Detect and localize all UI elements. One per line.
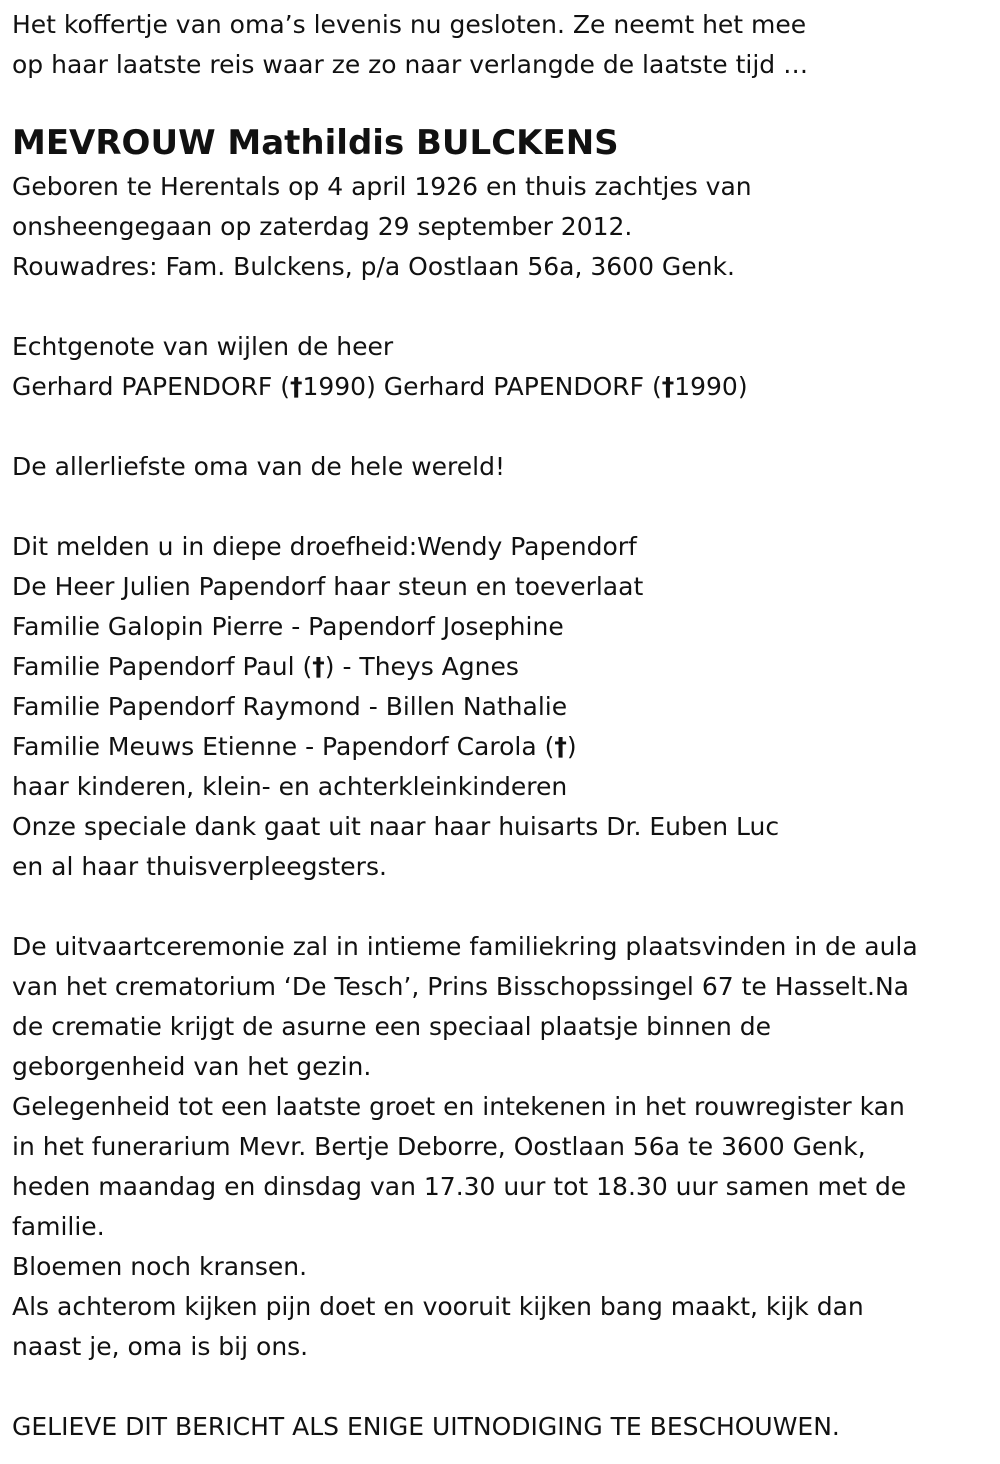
family-line-8: Onze speciale dank gaat uit naar haar huisarts Dr. Euben Luc [12,812,780,841]
family-line-6 [12,727,988,767]
birth-line-1: Geboren te Herentals op 4 april 1926 en thuis zachtjes van [12,172,752,201]
family-line-7: haar kinderen, klein- en achterkleinkinderen [12,772,568,801]
ceremony-line-10: Als achterom kijken pijn doet en vooruit kijken bang maakt, kijk dan [12,1292,864,1321]
birth-line-2: onsheengegaan op zaterdag 29 september 2012. [12,212,633,241]
ceremony-line-9: Bloemen noch kransen. [12,1252,308,1281]
ceremony-line-7: heden maandag en dinsdag van 17.30 uur tot 18.30 uur samen met de [12,1172,907,1201]
spouse-text-a: Gerhard PAPENDORF ( [12,372,290,401]
ceremony-line-8: familie. [12,1212,105,1241]
ceremony-line-6: in het funerarium Mevr. Bertje Deborre, Oostlaan 56a te 3600 Genk, [12,1132,866,1161]
spacer [12,85,988,119]
ceremony-line-2: van het crematorium ‘De Tesch’, Prins Bisschopssingel 67 te Hasselt.Na [12,972,909,1001]
family-text-b: ) - Theys Agnes [324,652,519,681]
spouse-text-b: 1990) Gerhard PAPENDORF ( [302,372,662,401]
family-text-a: Familie Meuws Etienne - Papendorf Carola ( [12,732,555,761]
spacer [12,287,988,327]
family-text-a: Familie Papendorf Paul ( [12,652,313,681]
mourning-address: Rouwadres: Fam. Bulckens, p/a Oostlaan 56a, 3600 Genk. [12,252,735,281]
tagline: De allerliefste oma van de hele wereld! [12,452,505,481]
deceased-name-title: MEVROUW Mathildis BULCKENS [12,123,619,163]
ceremony-line-11: naast je, oma is bij ons. [12,1332,309,1361]
family-line-9: en al haar thuisverpleegsters. [12,852,387,881]
closing-line: GELIEVE DIT BERICHT ALS ENIGE UITNODIGING TE BESCHOUWEN. [12,1412,840,1441]
spouse-text-c: 1990) [674,372,748,401]
family-line-2: De Heer Julien Papendorf haar steun en toeverlaat [12,572,644,601]
family-line-1: Dit melden u in diepe droefheid:Wendy Papendorf [12,532,637,561]
cross-icon: † [312,652,325,681]
intro-line-1: Het koffertje van oma’s levenis nu gesloten. Ze neemt het mee [12,10,807,39]
spacer [12,407,988,447]
ceremony-line-1: De uitvaartceremonie zal in intieme familiekring plaatsvinden in de aula [12,932,918,961]
spacer [12,887,988,927]
ceremony-line-3: de crematie krijgt de asurne een speciaal plaatsje binnen de [12,1012,771,1041]
cross-icon: † [661,372,675,401]
family-text-b: ) [566,732,577,761]
ceremony-line-5: Gelegenheid tot een laatste groet en intekenen in het rouwregister kan [12,1092,905,1121]
family-line-5: Familie Papendorf Raymond - Billen Nathalie [12,692,568,721]
ceremony-line-4: geborgenheid van het gezin. [12,1052,372,1081]
cross-icon: † [554,732,567,761]
spouse-line-1: Echtgenote van wijlen de heer [12,332,394,361]
family-line-4 [12,647,988,687]
cross-icon: † [289,372,303,401]
intro-line-2: op haar laatste reis waar ze zo naar verlangde de laatste tijd … [12,50,809,79]
spouse-line-2 [12,367,988,407]
spacer [12,487,988,527]
family-line-3: Familie Galopin Pierre - Papendorf Josephine [12,612,564,641]
spacer [12,1367,988,1407]
